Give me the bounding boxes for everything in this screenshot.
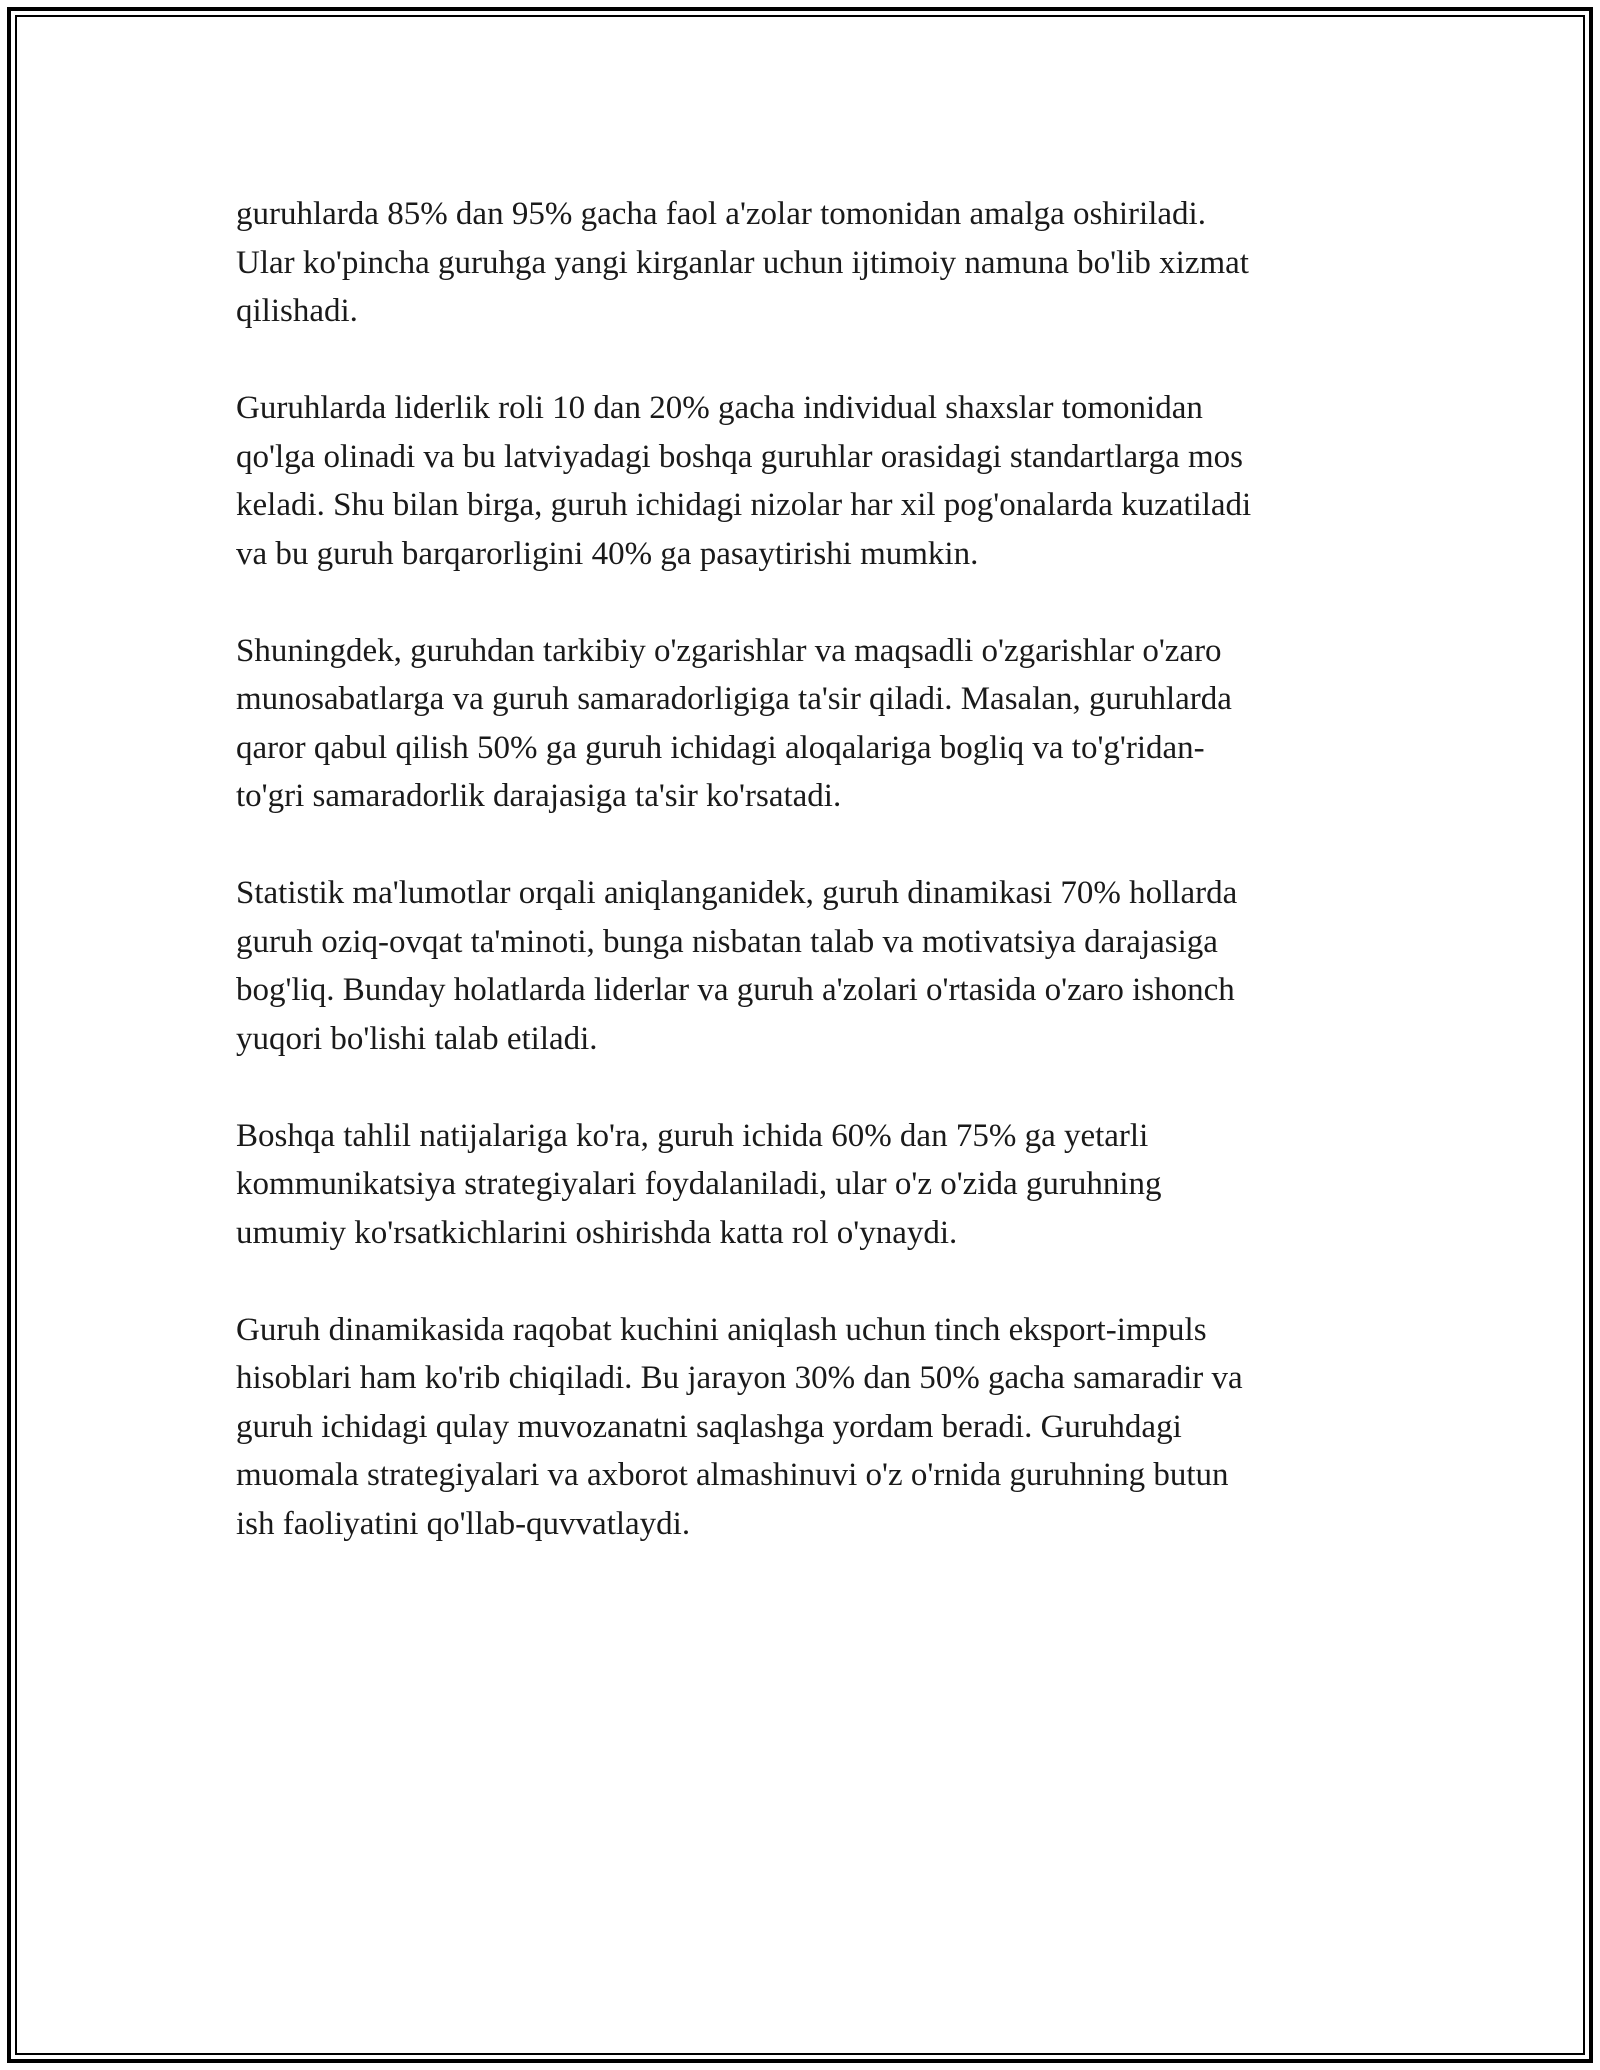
text-line: Ular ko'pincha guruhga yangi kirganlar uchun ijtimoiy namuna bo'lib xizmat [236,244,1249,281]
text-line: muomala strategiyalari va axborot almashinuvi o'z o'rnida guruhning butun [236,1457,1229,1493]
paragraph-6 [236,1306,1381,1549]
text-line: Shuningdek, guruhdan tarkibiy o'zgarishlar va maqsadli o'zgarishlar o'zaro [236,632,1222,669]
text-line: umumiy ko'rsatkichlarini oshirishda katta rol o'ynaydi. [236,1214,958,1251]
text-line: qilishadi. [236,293,358,329]
paragraph-4 [236,869,1381,1063]
text-line: Statistik ma'lumotlar orqali aniqlanganidek, guruh dinamikasi 70% hollarda [236,875,1238,911]
text-line: ish faoliyatini qo'llab-quvvatlaydi. [236,1505,691,1542]
text-line: Guruhlarda liderlik roli 10 dan 20% gacha individual shaxslar tomonidan [236,390,1203,426]
text-line: munosabatlarga va guruh samaradorligiga ta'sir qiladi. Masalan, guruhlarda [236,681,1232,717]
text-line: yuqori bo'lishi talab etiladi. [236,1020,598,1057]
text-line: guruh oziq-ovqat ta'minoti, bunga nisbatan talab va motivatsiya darajasiga [236,923,1218,960]
text-line: va bu guruh barqarorligini 40% ga pasaytirishi mumkin. [236,535,979,572]
text-line: hisoblari ham ko'rib chiqiladi. Bu jarayon 30% dan 50% gacha samaradir va [236,1360,1243,1396]
paragraph-5 [236,1112,1381,1258]
text-line: guruh ichidagi qulay muvozanatni saqlashga yordam beradi. Guruhdagi [236,1408,1182,1445]
text-line: kommunikatsiya strategiyalari foydalaniladi, ular o'z o'zida guruhning [236,1166,1162,1202]
text-line: Guruh dinamikasida raqobat kuchini aniqlash uchun tinch eksport-impuls [236,1311,1207,1348]
paragraph-3 [236,627,1381,821]
text-line: qaror qabul qilish 50% ga guruh ichidagi aloqalariga bogliq va to'g'ridan- [236,729,1205,766]
paragraph-2 [236,384,1381,578]
text-line: keladi. Shu bilan birga, guruh ichidagi nizolar har xil pog'onalarda kuzatiladi [236,487,1252,523]
document-body [236,190,1381,1597]
text-line: to'gri samaradorlik darajasiga ta'sir ko'rsatadi. [236,778,842,814]
text-line: qo'lga olinadi va bu latviyadagi boshqa guruhlar orasidagi standartlarga mos [236,438,1243,475]
text-line: guruhlarda 85% dan 95% gacha faol a'zolar tomonidan amalga oshiriladi. [236,196,1206,232]
text-line: bog'liq. Bunday holatlarda liderlar va guruh a'zolari o'rtasida o'zaro ishonch [236,972,1235,1008]
paragraph-1 [236,190,1381,336]
text-line: Boshqa tahlil natijalariga ko'ra, guruh ichida 60% dan 75% ga yetarli [236,1117,1149,1154]
